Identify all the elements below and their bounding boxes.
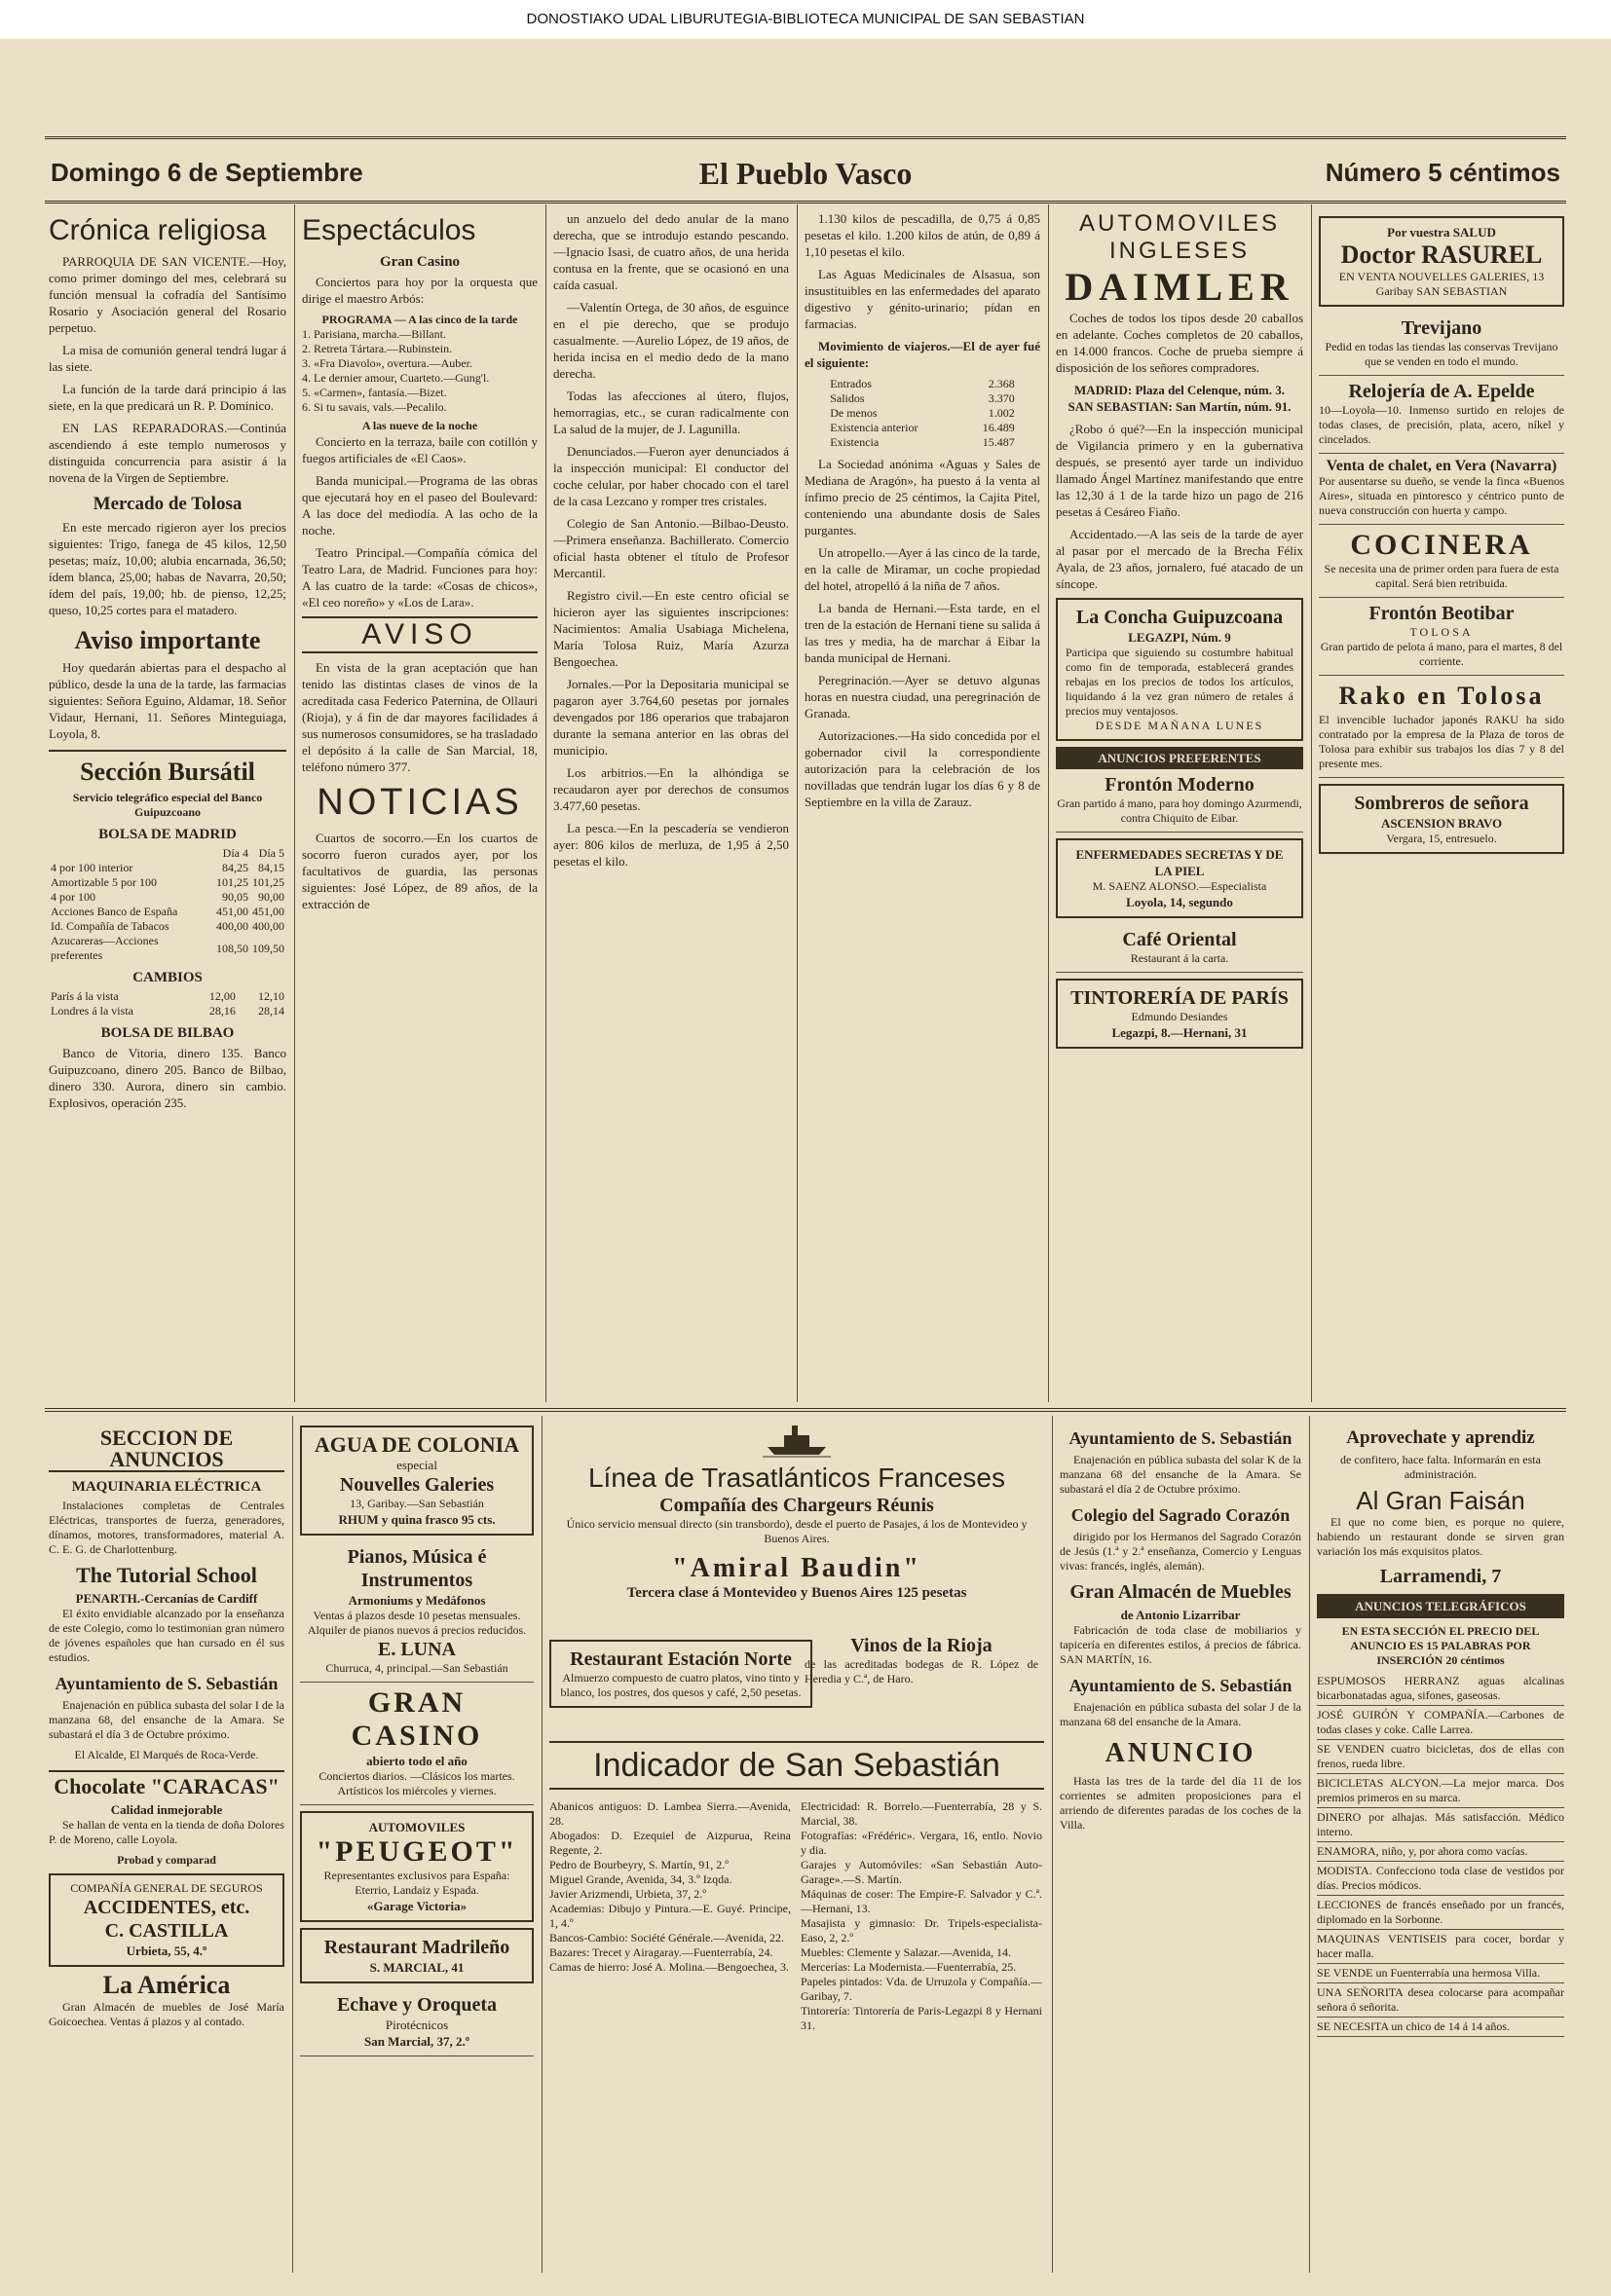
- concha-title: La Concha Guipuzcoana: [1075, 607, 1284, 628]
- ayto-title: Ayuntamiento de S. Sebastián: [55, 1674, 279, 1693]
- column-divider: [797, 204, 798, 1402]
- paragraph: La misa de comunión general tendrá lugar á las siete.: [49, 343, 286, 374]
- paragraph: Las Aguas Medicinales de Alsasua, son insustituibles en las enfermedades del aparato digestivo y génito-urinario; pídan en farmacias.: [805, 267, 1040, 331]
- beotibar-ad: [1319, 598, 1564, 676]
- paragraph: Hoy quedarán abiertas para el despacho al público, desde la una de la tarde, las farmacias siguientes: Señora Eguino, Aldamar, 18. Señor Vidaur, Hernani, 11. Señores Minteguiaga, Loyola, 8.: [49, 660, 286, 741]
- paragraph: Autorizaciones.—Ha sido concedida por el gobernador civil la correspondiente autorización para la celebración de los novilladas que tendrán lugar los días 6 y 8 de Septiembre en la villa de Zarauz.: [805, 728, 1040, 809]
- list-item: ESPUMOSOS HERRANZ aguas alcalinas bicarbonatadas agua, sifones, gaseosas.: [1317, 1672, 1564, 1706]
- relojeria-title: Relojería de A. Epelde: [1348, 381, 1535, 402]
- compania-title: Compañía des Chargeurs Réunis: [659, 1495, 934, 1516]
- restaurant-ad: [300, 1928, 534, 1983]
- column-espectaculos: [302, 210, 538, 1398]
- faisan-text: El que no come bien, es porque no quiere, habiendo un restaurant donde se sirven gran variación los más exquisitos platos.: [1317, 1515, 1564, 1558]
- gran-casino-sub: abierto todo el año: [366, 1754, 468, 1768]
- pianos-sub: Armoniums y Medáfonos: [348, 1593, 486, 1608]
- estacion-text: Almuerzo compuesto de cuatro platos, vino tinto y blanco, los postres, dos quesos y café, 2,50 pesetas.: [560, 1671, 802, 1699]
- rako-title: Rako en Tolosa: [1338, 682, 1545, 710]
- telegraficos-banner: ANUNCIOS TELEGRÁFICOS: [1317, 1594, 1564, 1618]
- beotibar-text: Gran partido de pelota á mano, para el martes, 8 del corriente.: [1320, 640, 1563, 668]
- ayto2-title: Ayuntamiento de S. Sebastián: [1068, 1428, 1293, 1448]
- seguros-title: COMPAÑÍA GENERAL DE SEGUROS: [70, 1881, 263, 1895]
- agua-ad: [300, 1426, 534, 1536]
- list-item: 5. «Carmen», fantasía.—Bizet.: [302, 386, 447, 399]
- column-divider: [542, 1416, 543, 2273]
- masthead-rule: [45, 201, 1566, 204]
- rioja-text: de las acreditadas bodegas de R. López de Heredia y C.ª, de Haro.: [805, 1657, 1038, 1685]
- paragraph: Denunciados.—Fueron ayer denunciados á la inspección municipal: El conductor del coche celular, por haber chocado con el tarel de la casa Lezcano y romper tres cristales.: [553, 444, 789, 508]
- paragraph: Un atropello.—Ayer á las cinco de la tarde, en la calle de Miramar, un coche propiedad del hotel, atropelló á la niña de 7 años.: [805, 545, 1040, 593]
- paragraph: EN LAS REPARADORAS.—Continúa ascendiendo á este templo numerosos y distinguida concurrencia para asistir á la novena de la Virgen de Septiembre.: [49, 421, 286, 485]
- list-item: Garajes y Automóviles: «San Sebastián Auto-Garage».—S. Martín.: [801, 1858, 1042, 1886]
- enfermedades-title: ENFERMEDADES SECRETAS Y DE LA PIEL: [1075, 847, 1284, 878]
- echave-address: San Marcial, 37, 2.º: [363, 2034, 470, 2049]
- list-item: 4. Le dernier amour, Cuarteto.—Gung'l.: [302, 371, 490, 385]
- column-divider: [1311, 204, 1312, 1402]
- linea-title: Línea de Trasatlánticos Franceses: [587, 1463, 1005, 1493]
- rasurel-ad: [1319, 216, 1564, 307]
- seguros-ad: [49, 1873, 284, 1967]
- list-item: Electricidad: R. Borrelo.—Fuenterrabía, 28 y S. Marcial, 38.: [801, 1799, 1042, 1828]
- estacion-title: Restaurant Estación Norte: [570, 1648, 792, 1670]
- column-divider: [1052, 1416, 1053, 2273]
- agua-title: AGUA DE COLONIA: [314, 1432, 520, 1457]
- tintoreria-title: TINTORERÍA DE PARÍS: [1070, 987, 1289, 1009]
- tintoreria-ad: [1056, 979, 1303, 1049]
- america-title: La América: [102, 1971, 231, 1999]
- trevijano-title: Trevijano: [1401, 317, 1482, 339]
- column-news-3: [553, 210, 789, 1398]
- restaurant-address: S. MARCIAL, 41: [369, 1960, 465, 1975]
- newspaper-page: [45, 136, 1566, 2278]
- chocolate-sub: Calidad inmejorable: [110, 1802, 223, 1817]
- bottom-column-6: [1317, 1420, 1564, 2277]
- programa-title: PROGRAMA — A las cinco de la tarde: [321, 313, 518, 326]
- enfermedades-doctor: M. SAENZ ALONSO.—Especialista: [1092, 879, 1267, 893]
- pianos-title: Pianos, Música é Instrumentos: [347, 1546, 487, 1591]
- fronton-ad: [1056, 769, 1303, 833]
- list-item: LECCIONES de francés enseñado por un francés, diplomado en la Sorbonne.: [1317, 1896, 1564, 1930]
- aviso-title: Aviso importante: [74, 626, 261, 654]
- peugeot-top: AUTOMOVILES: [368, 1820, 466, 1834]
- list-item: Bancos-Cambio: Société Générale.—Avenida, 22.: [549, 1931, 785, 1944]
- paragraph: Conciertos para hoy por la orquesta que dirige el maestro Arbós:: [302, 275, 538, 306]
- aprovechate-text: de confitero, hace falta. Informarán en esta administración.: [1340, 1453, 1541, 1481]
- penarth-line: PENARTH.-Cercanías de Cardiff: [75, 1591, 258, 1606]
- paragraph: Enajenación en pública subasta del solar J de la manzana 68 del ensanche de la Amara.: [1060, 1700, 1301, 1728]
- paragraph: Jornales.—Por la Depositaria municipal se pagaron ayer 3.764,60 pesetas por jornales devengados por 186 operarios que trabajaron durante la semana anterior en las obras del municipio.: [553, 677, 789, 758]
- enfermedades-ad: [1056, 838, 1303, 918]
- relojeria-text: 10—Loyola—10. Inmenso surtido en relojes de todas clases, de precisión, plata, acero, níkel y cincelados.: [1319, 403, 1564, 446]
- peugeot-garage: «Garage Victoria»: [366, 1899, 468, 1913]
- table-row: Entrados 2.368: [830, 377, 1015, 390]
- paragraph: Instalaciones completas de Centrales Eléctricas, transportes de fuerza, generadores, dínamos, motores, transformadores, material A. C. E. G. de Charlottenburg.: [49, 1499, 284, 1556]
- paragraph: Gran Almacén de muebles de José María Goicoechea. Ventas á plazos y al contado.: [49, 2000, 284, 2028]
- luna-address: Churruca, 4, principal.—San Sebastián: [325, 1661, 508, 1675]
- table-header: Día 4: [222, 846, 248, 860]
- echave-title: Echave y Oroqueta: [336, 1994, 498, 2016]
- bursatil-subtitle: Servicio telegráfico especial del Banco Guipuzcoano: [72, 791, 263, 819]
- list-item: MAQUINAS VENTISEIS para cocer, bordar y hacer malla.: [1317, 1930, 1564, 1964]
- aviso-heading: AVISO: [302, 616, 538, 653]
- ship-icon: [763, 1420, 831, 1459]
- mercado-title: Mercado de Tolosa: [93, 494, 243, 514]
- cafe-ad: [1056, 924, 1303, 973]
- casino-title: Gran Casino: [379, 254, 461, 270]
- list-item: SE NECESITA un chico de 14 á 14 años.: [1317, 2018, 1564, 2037]
- bottom-column-2: [300, 1420, 534, 2277]
- cambios-title: CAMBIOS: [132, 970, 203, 985]
- faisan-address: Larramendi, 7: [1379, 1566, 1502, 1587]
- column-news-4: [805, 210, 1040, 1398]
- faisan-title: Al Gran Faisán: [1356, 1486, 1525, 1515]
- tintoreria-owner: Edmundo Desiandes: [1131, 1010, 1228, 1023]
- viajeros-table: [828, 377, 1017, 450]
- concha-address: LEGAZPI, Núm. 9: [1128, 630, 1231, 645]
- beotibar-city: TOLOSA: [1409, 625, 1474, 639]
- masthead-price: Número 5 céntimos: [1325, 158, 1560, 187]
- table-row: París á la vista 12,00 12,10: [51, 989, 284, 1003]
- list-item: ENAMORA, niño, y, por ahora como vacías.: [1317, 1842, 1564, 1862]
- daimler-title: DAIMLER: [1065, 265, 1294, 309]
- list-item: SE VENDEN cuatro bicicletas, dos de ellas con frenos, rueda libre.: [1317, 1740, 1564, 1774]
- agua-sub: especial: [396, 1458, 437, 1472]
- restaurant-title: Restaurant Madrileño: [323, 1937, 510, 1958]
- list-item: Fotografías: «Frédéric». Vergara, 16, entlo. Novio y dia.: [801, 1829, 1042, 1857]
- list-item: 3. «Fra Diavolo», overtura.—Auber.: [302, 356, 472, 370]
- concha-text: Participa que siguiendo su costumbre habitual como fin de temporada, establecerá grandes rebajas en los precios de todos los artículos, liquidando á la vez gran número de retales á precios muy ventajosos.: [1066, 646, 1293, 718]
- table-row: Azucareras—Acciones preferentes 108,50 109,50: [51, 934, 284, 962]
- chalet-text: Por ausentarse su dueño, se vende la finca «Buenos Aires», situada en pintoresco y céntrico punto de nueva construcción con huerta y campo.: [1319, 474, 1564, 517]
- paragraph: El éxito envidiable alcanzado por la enseñanza de este Colegio, como lo testimonian gran número de jóvenes españoles que han cursado en él sus estudios.: [49, 1607, 284, 1664]
- daimler-sanseb: SAN SEBASTIAN: San Martín, núm. 91.: [1068, 399, 1292, 414]
- bottom-column-1: [49, 1420, 284, 2277]
- ship-illustration: [549, 1420, 1044, 1463]
- echave-ad: [300, 1989, 534, 2056]
- bolsa-madrid-title: BOLSA DE MADRID: [98, 827, 237, 842]
- table-row: 4 por 100 interior 84,25 84,15: [51, 861, 284, 874]
- paragraph: un anzuelo del dedo anular de la mano derecha, que se introdujo estando pescando. —Ignacio Isasi, de cuatro años, de una herida contusa en la frente, que se ocasionó en una caída casual.: [553, 211, 789, 292]
- list-item: DINERO por alhajas. Más satisfacción. Médico interno.: [1317, 1808, 1564, 1842]
- cocinera-text: Se necesita una de primer orden para fuera de esta capital. Será bien retribuida.: [1324, 562, 1559, 590]
- paragraph: Colegio de San Antonio.—Bilbao-Deusto.—Primera enseñanza. Bachillerato. Comercio oficial hasta obtener el título de Profesor Mercantil.: [553, 516, 789, 580]
- paragraph: Enajenación en pública subasta del solar K de la manzana 68 del ensanche de la Amara. Se subastará el día 2 de Octubre próximo.: [1060, 1453, 1301, 1496]
- preferentes-banner: ANUNCIOS PREFERENTES: [1056, 747, 1303, 769]
- table-row: Amortizable 5 por 100 101,25 101,25: [51, 875, 284, 889]
- list-item: Máquinas de coser: The Empire-F. Salvador y C.ª.—Hernani, 13.: [801, 1887, 1042, 1915]
- peugeot-title: "PEUGEOT": [316, 1835, 518, 1868]
- paragraph: Los arbitrios.—En la alhóndiga se recaudaron ayer por derechos de consumos 3.477,60 pesetas.: [553, 765, 789, 813]
- echave-sub: Pirotécnicos: [385, 2018, 449, 2032]
- cafe-title: Café Oriental: [1122, 929, 1237, 950]
- salud-line: Por vuestra SALUD: [1387, 225, 1496, 240]
- table-row: Existencia 15.487: [830, 435, 1015, 449]
- table-row: De menos 1.002: [830, 406, 1015, 420]
- list-item: BICICLETAS ALCYON.—La mejor marca. Dos premios primeros en su marca.: [1317, 1774, 1564, 1808]
- list-item: Tintorería: Tintorería de Paris-Legazpi 8 y Hernani 31.: [801, 2004, 1042, 2032]
- concha-ad: [1056, 598, 1303, 741]
- rioja-ad: [805, 1634, 1038, 1686]
- telegraficos-text: EN ESTA SECCIÓN EL PRECIO DEL ANUNCIO ES 15 PALABRAS POR INSERCIÓN 20 céntimos: [1341, 1624, 1540, 1667]
- masthead-title: El Pueblo Vasco: [698, 156, 913, 191]
- section-divider: [45, 1408, 1566, 1412]
- list-item: Academias: Dibujo y Pintura.—E. Guyé. Principe, 1, 4.º: [549, 1902, 791, 1930]
- paragraph: La pesca.—En la pescadería se vendieron ayer: 806 kilos de merluza, de 1,95 á 2,50 pesetas el kilo.: [553, 821, 789, 869]
- rako-text: El invencible luchador japonés RAKU ha sido contratado por la empresa de la Plaza de toros de Tolosa para exhibir sus trabajos los días 7 y 8 del presente mes.: [1319, 713, 1564, 770]
- aprovechate-title: Aprovechate y aprendiz: [1346, 1427, 1535, 1448]
- list-item: Camas de hierro: José A. Molina.—Bengoechea, 3.: [549, 1960, 789, 1974]
- column-ads-6: [1319, 210, 1564, 1398]
- pianos-ad: [300, 1541, 534, 1683]
- bottom-center: [549, 1420, 1044, 2277]
- top-rule: [45, 136, 1566, 139]
- paragraph: En vista de la gran aceptación que han tenido las distintas clases de vinos de la acreditada casa Federico Paternina, de Ollauri (Rioja), y á fin de dar mayores facilidades á sus numerosos consumidores, se ha trasladado el depósito á la calle de San Marcial, 18, teléfono número 377.: [302, 660, 538, 774]
- tutorial-title: The Tutorial School: [76, 1563, 257, 1587]
- linea-text: Único servicio mensual directo (sin transbordo), desde el puerto de Pasajes, á los de Montevideo y Buenos Aires.: [566, 1517, 1028, 1545]
- list-item: 2. Retreta Tártara.—Rubinstein.: [302, 342, 453, 355]
- bottom-column-5: [1060, 1420, 1301, 2277]
- rasurel-sub: EN VENTA NOUVELLES GALERIES, 13 Garibay SAN SEBASTIAN: [1338, 270, 1545, 298]
- list-item: Abogados: D. Ezequiel de Aizpurua, Reina Regente, 2.: [549, 1829, 791, 1857]
- paragraph: PARROQUIA DE SAN VICENTE.—Hoy, como primer domingo del mes, celebrará su función mensual la cofradía del Santísimo Rosario y Asociación general del Rosario perpetuo.: [49, 254, 286, 335]
- ayto-sign: El Alcalde, El Marqués de Roca-Verde.: [74, 1748, 259, 1761]
- noche-title: A las nueve de la noche: [361, 419, 478, 432]
- list-item: MODISTA. Confecciono toda clase de vestidos por días. Precios módicos.: [1317, 1862, 1564, 1896]
- table-row: Id. Compañía de Tabacos 400,00 400,00: [51, 919, 284, 933]
- ayto3-title: Ayuntamiento de S. Sebastián: [1068, 1676, 1293, 1695]
- paragraph: Peregrinación.—Ayer se detuvo algunas horas en nuestra ciudad, una peregrinación de Granada.: [805, 673, 1040, 721]
- chocolate-title: Chocolate "CARACAS": [49, 1770, 284, 1797]
- gran-casino-text: Conciertos diarios. —Clásicos los martes. Artísticos los miércoles y viernes.: [318, 1769, 515, 1797]
- column-divider: [294, 204, 295, 1402]
- paragraph: La banda de Hernani.—Esta tarde, en el tren de la estación de Hernani tiene su salida á las tres y media, ha de marchar á Eibar la banda municipal de Hernani.: [805, 601, 1040, 665]
- column-divider: [1309, 1416, 1310, 2273]
- paragraph: Todas las afecciones al útero, flujos, hemorragias, etc., se curan radicalmente con La salud de la mujer, de J. Lagunilla.: [553, 389, 789, 436]
- column-divider: [1048, 204, 1049, 1402]
- luna-title: E. LUNA: [377, 1639, 456, 1660]
- rako-ad: [1319, 676, 1564, 778]
- bolsa-madrid-table: [49, 846, 286, 963]
- paragraph: Enajenación en pública subasta del solar I de la manzana 68, del ensanche de la Amara. Se subastará el día 3 de Octubre próximo.: [49, 1698, 284, 1741]
- cocinera-title: COCINERA: [1350, 529, 1533, 561]
- table-row: 4 por 100 90,05 90,00: [51, 890, 284, 904]
- bolsa-bilbao-title: BOLSA DE BILBAO: [100, 1025, 235, 1041]
- indicador-right: [801, 1799, 1042, 2033]
- paragraph: Teatro Principal.—Compañía cómica del Teatro Lara, de Madrid. Funciones para hoy: A las cuatro de la tarde: «Cosas de chicos», «El ceo noreño» y «Los de Lara».: [302, 545, 538, 610]
- column-divider: [292, 1416, 293, 2273]
- peugeot-ad: [300, 1811, 534, 1922]
- casino-ad: [300, 1683, 534, 1805]
- table-row: Londres á la vista 28,16 28,14: [51, 1004, 284, 1018]
- rasurel-title: Doctor RASUREL: [1340, 241, 1543, 269]
- beotibar-title: Frontón Beotibar: [1368, 603, 1515, 624]
- pianos-text: Ventas á plazos desde 10 pesetas mensuales. Alquiler de pianos nuevos á precios reducidos.: [307, 1609, 527, 1637]
- table-header: Día 5: [258, 846, 284, 860]
- column-ads-5: [1056, 210, 1303, 1398]
- castilla-address: Urbieta, 55, 4.º: [126, 1944, 207, 1958]
- colegio-title: Colegio del Sagrado Corazón: [1070, 1505, 1291, 1525]
- gran-casino-title: GRAN CASINO: [351, 1686, 483, 1752]
- trevijano-ad: [1319, 313, 1564, 376]
- anuncio-title: ANUNCIO: [1105, 1738, 1256, 1768]
- list-item: Abanicos antiguos: D. Lambea Sierra.—Avenida, 28.: [549, 1799, 791, 1828]
- masthead-date: Domingo 6 de Septiembre: [51, 158, 363, 187]
- list-item: Mercerías: La Modernista.—Fuenterrabía, 25.: [801, 1960, 1017, 1974]
- accidentes-title: ACCIDENTES, etc.: [83, 1897, 250, 1918]
- masthead: [45, 158, 1566, 197]
- trevijano-text: Pedid en todas las tiendas las conservas Trevijano que se venden en todo el mundo.: [1325, 340, 1558, 368]
- galeries-address: 13, Garibay.—San Sebastián: [350, 1497, 484, 1510]
- library-header: DONOSTIAKO UDAL LIBURUTEGIA-BIBLIOTECA MUNICIPAL DE SAN SEBASTIAN: [0, 0, 1611, 39]
- list-item: Javier Arizmendi, Urbieta, 37, 2.º: [549, 1887, 707, 1901]
- enfermedades-address: Loyola, 14, segundo: [1126, 895, 1233, 909]
- maquinaria-title: MAQUINARIA ELÉCTRICA: [71, 1479, 262, 1495]
- daimler-top: AUTOMOVILES INGLESES: [1079, 210, 1280, 264]
- sombreros-address: Vergara, 15, entresuelo.: [1386, 832, 1497, 845]
- list-item: Miguel Grande, Avenida, 34, 3.º Izqda.: [549, 1872, 732, 1886]
- chalet-ad: [1319, 454, 1564, 525]
- column-cronica: [49, 210, 286, 1398]
- concha-footer: DESDE MAÑANA LUNES: [1095, 719, 1264, 732]
- sombreros-ad: [1319, 784, 1564, 854]
- bursatil-title: Sección Bursátil: [49, 750, 286, 787]
- paragraph: Banda municipal.—Programa de las obras que ejecutará hoy en el paseo del Boulevard: A las doce del mediodía. A las ocho de la noche.: [302, 473, 538, 537]
- indicador-title: Indicador de San Sebastián: [549, 1741, 1044, 1790]
- paragraph: Hasta las tres de la tarde del día 11 de los corrientes se admiten proposiciones para el arriendo de diferentes paradas de los coches de la Villa.: [1060, 1774, 1301, 1832]
- paragraph: Fabricación de toda clase de mobiliarios y tapicería en diferentes estilos, á precios de fábrica. SAN MARTÍN, 16.: [1060, 1623, 1301, 1666]
- espectaculos-title: Espectáculos: [302, 214, 476, 246]
- paragraph: La función de la tarde dará principio á las siete, en la que predicará un R. P. Dominico.: [49, 382, 286, 413]
- list-item: Muebles: Clemente y Salazar.—Avenida, 14.: [801, 1945, 1012, 1959]
- rioja-title: Vinos de la Rioja: [850, 1635, 993, 1656]
- castilla-title: C. CASTILLA: [104, 1920, 229, 1942]
- list-item: JOSÉ GUIRÓN Y COMPAÑÍA.—Carbones de todas clases y coke. Calle Larrea.: [1317, 1706, 1564, 1740]
- paragraph: En este mercado rigieron ayer los precios siguientes: Trigo, fanega de 45 kilos, 12,50 pesetas; maíz, 10,00; alubia encarnada, 36,50; ídem blanca, 25,00; habas de Navarra, 20,50; ídem del país, 19,00; hb. de pienso, 12,25; queso, 10,25 cortes para el matadero.: [49, 520, 286, 617]
- tintoreria-address: Legazpi, 8.—Hernani, 31: [1111, 1025, 1248, 1040]
- list-item: SE VENDE un Fuenterrabía una hermosa Villa.: [1317, 1964, 1564, 1983]
- tercera-line: Tercera clase á Montevideo y Buenos Aires 125 pesetas: [626, 1585, 967, 1601]
- paragraph: Se hallan de venta en la tienda de doña Dolores P. de Moreno, calle Loyola.: [49, 1818, 284, 1846]
- cambios-table: [49, 989, 286, 1018]
- paragraph: Cuartos de socorro.—En los cuartos de socorro fueron curados ayer, por los facultativos de guardia, las personas siguientes: José López, de 89 años, de la extracción de: [302, 831, 538, 911]
- sombreros-title: Sombreros de señora: [1354, 793, 1529, 814]
- rhum-line: RHUM y quina frasco 95 cts.: [338, 1512, 496, 1527]
- column-divider: [545, 204, 546, 1402]
- paragraph: 1.130 kilos de pescadilla, de 0,75 á 0,85 pesetas el kilo. 1.200 kilos de atún, de 0,89 á 1,10 pesetas el kilo.: [805, 211, 1040, 259]
- table-row: Acciones Banco de España 451,00 451,00: [51, 905, 284, 918]
- paragraph: Banco de Vitoria, dinero 135. Banco Guipuzcoano, dinero 205. Banco de Bilbao, dinero 330. Aurora, dinero sin cambio. Explosivos, operación 235.: [49, 1046, 286, 1110]
- list-item: 1. Parisiana, marcha.—Billant.: [302, 327, 446, 341]
- cocinera-ad: [1319, 525, 1564, 598]
- noticias-title: NOTICIAS: [317, 782, 523, 823]
- anuncios-title: SECCION DE ANUNCIOS: [49, 1427, 284, 1472]
- almacen-who: de Antonio Lizarribar: [1120, 1608, 1241, 1622]
- paragraph: dirigido por los Hermanos del Sagrado Corazón de Jesús (1.ª y 2.ª enseñanza, Comercio y Lenguas vivas: francés, inglés, alemán).: [1060, 1530, 1301, 1573]
- paragraph: Concierto en la terraza, baile con cotillón y fuegos artificiales de «El Caos».: [302, 434, 538, 465]
- estacion-ad: [549, 1640, 812, 1708]
- table-row: Existencia anterior 16.489: [830, 421, 1015, 434]
- list-item: Papeles pintados: Vda. de Urruzola y Compañía.—Garibay, 7.: [801, 1975, 1042, 2003]
- galeries-title: Nouvelles Galeries: [339, 1474, 495, 1496]
- chalet-title: Venta de chalet, en Vera (Navarra): [1326, 458, 1557, 474]
- sombreros-who: ASCENSION BRAVO: [1380, 816, 1503, 831]
- amiral-title: "Amiral Baudin": [672, 1553, 921, 1583]
- almacen-title: Gran Almacén de Muebles: [1069, 1581, 1292, 1603]
- fronton-text: Gran partido á mano, para hoy domingo Azurmendi, contra Chiquito de Eibar.: [1057, 796, 1302, 825]
- paragraph: —Valentín Ortega, de 30 años, de esguince en el pie derecho, que se produjo casualmente. —Aurelio López, de 19 años, de herida incisa en el medio dedo de la mano derecha.: [553, 300, 789, 381]
- daimler-madrid: MADRID: Plaza del Celenque, núm. 3.: [1074, 383, 1285, 397]
- list-item: Masajista y gimnasio: Dr. Tripels-especialista-Easo, 2, 2.º: [801, 1916, 1042, 1944]
- table-row: Salidos 3.370: [830, 391, 1015, 405]
- paragraph: La Sociedad anónima «Aguas y Sales de Mediana de Aragón», ha puesto á la venta al ínfimo precio de 25 céntimos, la Cajita Pitel, conteniendo una abundante dosis de Sales purgantes.: [805, 457, 1040, 537]
- paragraph: ¿Robo ó qué?—En la inspección municipal de Vigilancia primero y en la gubernativa después, se presentó ayer tarde un individuo llamado Ángel Martínez manifestando que entre las 12,30 á 1 de la tarde hizo un pago de 216 pesetas á Cesáreo Fiaño.: [1056, 422, 1303, 519]
- indicador-left: [549, 1799, 791, 1975]
- list-item: UNA SEÑORITA desea colocarse para acompañar señora ó señorita.: [1317, 1983, 1564, 2018]
- paragraph: Registro civil.—En este centro oficial se hicieron ayer las siguientes inscripciones: Nacimientos: Amalia Usabiaga Michelena, María Tolosa Ruiz, María Azurza Bengoechea.: [553, 588, 789, 669]
- list-item: Bazares: Trecet y Airagaray.—Fuenterrabía, 24.: [549, 1945, 773, 1959]
- cronica-title: Crónica religiosa: [49, 214, 267, 246]
- list-item: Pedro de Bourbeyry, S. Martín, 91, 2.º: [549, 1858, 729, 1871]
- chocolate-foot: Probad y comparad: [117, 1853, 216, 1867]
- relojeria-ad: [1319, 376, 1564, 454]
- paragraph: Accidentado.—A las seis de la tarde de ayer al pasar por el mercado de la Brecha Félix Ayala, de 23 años, jornalero, fué atacado de un síncope.: [1056, 527, 1303, 591]
- fronton-title: Frontón Moderno: [1105, 774, 1255, 796]
- list-item: 6. Si tu savais, vals.—Pecalilo.: [302, 400, 447, 414]
- paragraph: Movimiento de viajeros.—El de ayer fué el siguiente:: [805, 339, 1040, 370]
- paragraph: Coches de todos los tipos desde 20 caballos en adelante. Coches completos de 20 caballos, en 14.000 francos. Coche de prueba siempre á disposición de los señores compradores.: [1056, 311, 1303, 375]
- cafe-text: Restaurant á la carta.: [1130, 951, 1229, 965]
- peugeot-text: Representantes exclusivos para España: Eterrio, Landaiz y Espada.: [323, 1869, 510, 1897]
